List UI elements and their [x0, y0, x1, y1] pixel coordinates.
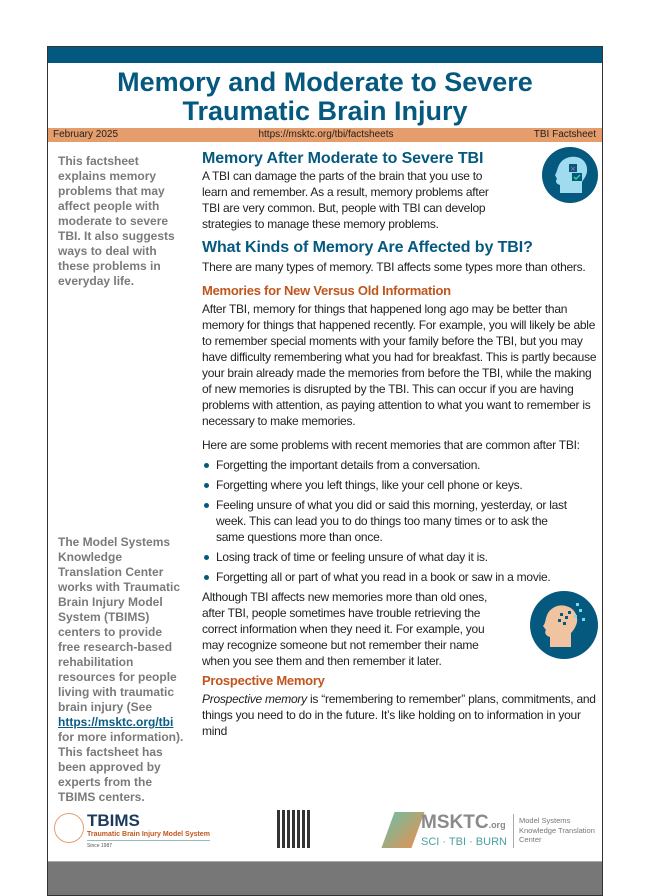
about-text-end: for more information). This factsheet has been approved by experts from the TBIMS centers.	[58, 730, 184, 804]
paragraph-retrieval: Although TBI affects new memories more than old ones, after TBI, people sometimes have trouble retrieving the correct information when they need it. For example, you may recognize someone but not remember their name when you see them and then remember it later.	[202, 590, 488, 668]
heading-new-vs-old: Memories for New Versus Old Information	[202, 283, 451, 298]
svg-text:×: ×	[570, 165, 576, 173]
msktc-mark-icon	[381, 812, 424, 848]
tbims-logo[interactable]	[54, 809, 210, 853]
problem-list	[202, 457, 598, 585]
tbims-since: Since 1987	[87, 843, 113, 849]
msktc-subtitle: SCI · TBI · BURN	[421, 836, 507, 848]
page-title	[48, 68, 602, 126]
sidebar-intro: This factsheet explains memory problems that may affect people with moderate to severe TBI. It also suggests ways to deal with these problems in everyday life.	[58, 154, 175, 288]
list-item: Losing track of time or feeling unsure of what day it is.	[202, 549, 598, 565]
head-pixels-icon	[530, 591, 598, 659]
paragraph-list-intro: Here are some problems with recent memories that are common after TBI:	[202, 438, 580, 452]
title-line-1: Memory and Moderate to Severe	[117, 67, 533, 97]
meta-bar	[48, 128, 602, 142]
paragraph-prospective	[202, 691, 598, 739]
msktc-tbi-link[interactable]: https://msktc.org/tbi	[58, 715, 174, 729]
factsheet-page	[47, 46, 603, 896]
msktc-name-text: MSKTC	[421, 812, 489, 833]
list-item: Forgetting where you left things, like your cell phone or keys.	[202, 477, 598, 493]
msktc-logo[interactable]	[388, 810, 598, 854]
footer-bar	[48, 861, 602, 895]
paragraph-memory-after: A TBI can damage the parts of the brain that you use to learn and remember. As a result, memory problems after TBI are very common. But, people with TBI can develop strategies to manage these memory problems.	[202, 169, 489, 231]
brain-icon	[54, 813, 84, 843]
list-item: Forgetting the important details from a conversation.	[202, 457, 598, 473]
msktc-org: .org	[488, 820, 506, 830]
footer-logos	[48, 805, 602, 861]
prospective-text: is “remembering to remember” plans, commitments, and things you need to do in the future. It’s like holding on to information in your mind	[202, 692, 596, 738]
heading-memory-after: Memory After Moderate to Severe TBI	[202, 150, 484, 167]
qr-code-icon	[277, 810, 311, 848]
date: February 2025	[53, 129, 119, 140]
title-line-2: Traumatic Brain Injury	[182, 96, 468, 126]
term-prospective: Prospective memory	[202, 692, 307, 706]
sidebar-about	[58, 535, 186, 805]
tbims-subtitle: Traumatic Brain Injury Model System	[87, 830, 210, 841]
top-banner	[48, 47, 602, 63]
paragraph-new-vs-old: After TBI, memory for things that happened long ago may be better than memory for things that happened recently. For example, you will likely be able to remember special moments with your family before the TBI, but you may have difficulty remembering what you had for breakfast. This is partly because your brain already made the memories from before the TBI, while the making of new memories is disrupted by the TBI. This can occur if you are having problems with attention, as paying attention to what you want to remember is necessary to make memories.	[202, 302, 597, 428]
heading-prospective: Prospective Memory	[202, 673, 325, 688]
heading-memory-kinds: What Kinds of Memory Are Affected by TBI?	[202, 239, 533, 256]
msktc-full-name: Model Systems Knowledge Translation Center	[519, 816, 595, 844]
list-item: Forgetting all or part of what you read in a book or saw in a movie.	[202, 569, 598, 585]
tbims-name: TBIMS	[87, 811, 140, 830]
about-text: The Model Systems Knowledge Translation Center works with Traumatic Brain Injury Model System (TBIMS) centers to provide free research-based rehabilitation resources for people living with traumatic brain injury (See	[58, 535, 181, 714]
sidebar	[58, 149, 186, 805]
list-item: Feeling unsure of what you did or said this morning, yesterday, or last week. This can lead you to do things too many times or to ask the same questions more than once.	[202, 497, 598, 545]
factsheet-type: TBI Factsheet	[533, 129, 596, 140]
head-memory-icon	[542, 147, 598, 203]
factsheets-url[interactable]: https://msktc.org/tbi/factsheets	[258, 129, 394, 140]
paragraph-memory-kinds: There are many types of memory. TBI affects some types more than others.	[202, 260, 586, 274]
divider	[513, 814, 514, 848]
content-row	[48, 149, 602, 805]
main-content	[202, 149, 598, 805]
msktc-name	[421, 812, 506, 836]
